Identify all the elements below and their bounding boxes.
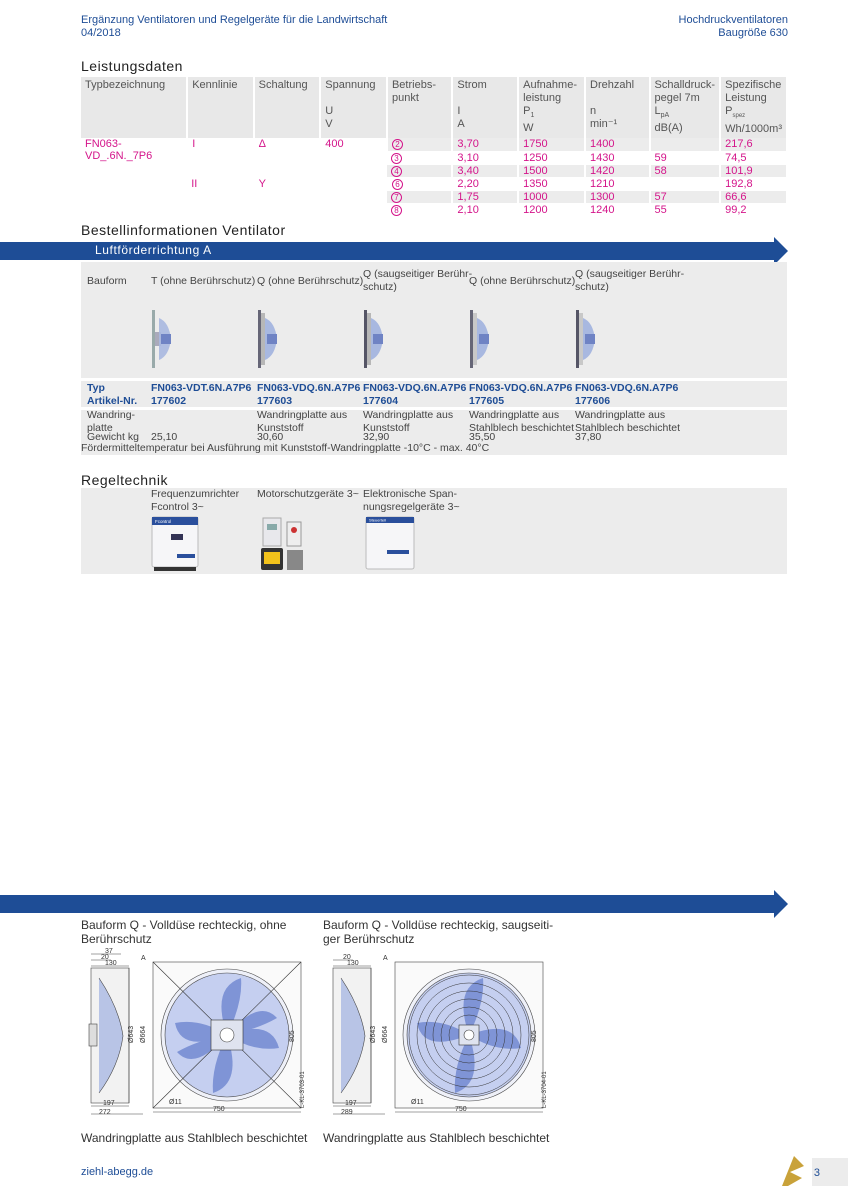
col-strom: Strom I A [452, 77, 518, 138]
type-cell: FN063-VD_.6N._7P6 [81, 138, 187, 216]
col-aufnahmeleistung: Aufnahme- leistung $P_1$ W [518, 77, 585, 138]
product-4: FN063-VDQ.6N.A7P6 177605 [469, 382, 573, 407]
section-title-regeltechnik: Regeltechnik [81, 472, 168, 488]
point-marker: 3 [391, 153, 402, 164]
svg-text:20: 20 [101, 954, 109, 961]
performance-table-header [81, 77, 786, 138]
header-subtitle: Ergänzung Ventilatoren und Regelgeräte für die Landwirtschaft [81, 14, 388, 26]
svg-text:750: 750 [213, 1106, 225, 1113]
performance-table [81, 77, 786, 217]
bauform-col-5: Q (saugseitiger Berühr- schutz) [575, 268, 685, 293]
bauform-col-1: T (ohne Berührschutz) [151, 275, 256, 287]
point-marker: 6 [392, 179, 403, 190]
svg-text:289: 289 [341, 1109, 353, 1116]
page-number: 3 [813, 1167, 820, 1179]
product-3: FN063-VDQ.6N.A7P6 177604 [363, 382, 467, 407]
col-kennlinie: Kennlinie [187, 77, 253, 138]
fan-side-view-icon [149, 310, 177, 368]
svg-text:805: 805 [531, 1030, 538, 1042]
gewicht-5: 37,80 [575, 431, 602, 443]
svg-text:Ø11: Ø11 [169, 1099, 182, 1106]
product-1: FN063-VDT.6N.A7P6 177602 [151, 382, 252, 407]
band-arrow-icon [774, 890, 788, 918]
typ-label: Typ Artikel-Nr. [87, 382, 138, 407]
svg-text:272: 272 [99, 1109, 111, 1116]
svg-text:Fcontrol: Fcontrol [155, 519, 172, 524]
controller-spannungsregler: Elektronische Span- nungsregelgeräte 3~ [363, 488, 460, 513]
brand-logo-icon [778, 1152, 808, 1188]
svg-text:Ø664: Ø664 [382, 1025, 389, 1043]
svg-text:197: 197 [103, 1100, 115, 1107]
gewicht-3: 32,90 [363, 431, 390, 443]
drawing-right-title: Bauform Q - Volldüse rechteckig, saugseiti- ger Berührschutz [323, 918, 554, 946]
schaltung-cell: Δ [254, 138, 321, 177]
svg-text:130: 130 [105, 960, 117, 967]
svg-text:750: 750 [455, 1106, 467, 1113]
drawings-band [0, 895, 775, 913]
wandring-3: Wandringplatte aus Kunststoff [363, 409, 454, 434]
svg-text:37: 37 [105, 948, 113, 955]
band-arrow-icon [774, 237, 788, 265]
svg-text:197: 197 [345, 1100, 357, 1107]
motor-protection-device-icon [259, 514, 309, 572]
drawing-left-title: Bauform Q - Volldüse rechteckig, ohne Berührschutz [81, 918, 287, 946]
col-drehzahl: Drehzahl n min⁻¹ [585, 77, 650, 138]
temperature-note: Fördermitteltemperatur bei Ausführung mit Kunststoff-Wandringplatte -10°C - max. 40°C [81, 442, 490, 454]
col-spezifisch: Spezifische Leistung $P_{spez}$ Wh/1000m³ [720, 77, 786, 138]
product-2: FN063-VDQ.6N.A7P6 177603 [257, 382, 361, 407]
svg-text:Ø664: Ø664 [140, 1025, 147, 1043]
bauform-col-3: Q (saugseitiger Berühr- schutz) [363, 268, 473, 293]
svg-text:Ø643: Ø643 [128, 1025, 135, 1043]
col-typ: Typbezeichnung [81, 77, 187, 138]
gewicht-label: Gewicht kg [87, 431, 139, 443]
voltage-controller-device-icon [365, 516, 415, 572]
col-betriebspunkt: Betriebs- punkt [387, 77, 452, 138]
spannung-cell: 400 [320, 138, 387, 216]
kennlinie-cell: II [187, 177, 253, 216]
header-right [679, 14, 788, 40]
divider [81, 378, 787, 381]
svg-text:Ø11: Ø11 [411, 1099, 424, 1106]
gewicht-4: 35,50 [469, 431, 496, 443]
controls-box [81, 488, 787, 574]
col-schaltung: Schaltung [254, 77, 321, 138]
kennlinie-cell: I [187, 138, 253, 177]
header-left [81, 14, 387, 40]
controller-motorschutz: Motorschutzgeräte 3~ [257, 488, 359, 500]
fcontrol-device-icon [151, 516, 199, 572]
section-title-bestellinformationen: Bestellinformationen Ventilator [81, 222, 286, 238]
table-row: 3 3,10 1250 1430 59 74,5 [81, 151, 786, 164]
header-category: Hochdruckventilatoren [678, 14, 788, 26]
wandring-label: Wandring- platte [87, 409, 136, 434]
header-size: Baugröße 630 [718, 27, 788, 39]
point-marker: 4 [391, 166, 402, 177]
airflow-direction-label: Luftförderrichtung A [95, 243, 212, 257]
table-row: FN063-VD_.6N._7P6 I Δ 400 2 3,70 1750 1400 217,6 [81, 138, 786, 151]
bauform-label: Bauform [87, 275, 127, 287]
col-schalldruck: Schalldruck- pegel 7m $L_{pA}$ dB(A) [650, 77, 721, 138]
wandring-4: Wandringplatte aus Stahlblech beschichtet [469, 409, 575, 434]
technical-drawing-left [81, 948, 306, 1123]
fan-side-view-icon [573, 310, 601, 368]
table-row: 8 2,10 1200 1240 55 99,2 [81, 203, 786, 216]
controller-fcontrol: Frequenzumrichter Fcontrol 3~ [151, 488, 240, 513]
drawing-left-caption: Wandringplatte aus Stahlblech beschichtet [81, 1131, 308, 1145]
fan-side-view-icon [467, 310, 495, 368]
wandring-5: Wandringplatte aus Stahlblech beschichtet [575, 409, 681, 434]
fan-side-view-icon [255, 310, 283, 368]
product-5: FN063-VDQ.6N.A7P6 177606 [575, 382, 679, 407]
table-row: 7 1,75 1000 1300 57 66,6 [81, 190, 786, 203]
footer-url-link[interactable]: ziehl-abegg.de [81, 1166, 154, 1178]
bauform-col-4: Q (ohne Berührschutz) [469, 275, 576, 287]
svg-text:130: 130 [347, 960, 359, 967]
point-marker: 2 [392, 139, 403, 150]
svg-text:Ø643: Ø643 [370, 1025, 377, 1043]
drawing-right-caption: Wandringplatte aus Stahlblech beschichtet [323, 1131, 550, 1145]
svg-text:L-KL-3703-01: L-KL-3703-01 [300, 1071, 306, 1108]
technical-drawing-right [323, 948, 548, 1123]
svg-text:A: A [141, 955, 146, 962]
bauform-col-2: Q (ohne Berührschutz) [257, 275, 364, 287]
table-row: 4 3,40 1500 1420 58 101,9 [81, 164, 786, 177]
svg-text:Steuerteil: Steuerteil [369, 517, 386, 523]
header-date: 04/2018 [81, 27, 121, 39]
section-title-leistungsdaten: Leistungsdaten [81, 58, 183, 74]
point-marker: 8 [391, 205, 402, 216]
schaltung-cell: Y [254, 177, 321, 216]
svg-text:A: A [383, 955, 388, 962]
gewicht-1: 25,10 [151, 431, 178, 443]
gewicht-2: 30,60 [257, 431, 284, 443]
svg-text:L-KL-3704-01: L-KL-3704-01 [542, 1071, 548, 1108]
table-row: II Y 6 2,20 1350 1210 192,8 [81, 177, 786, 190]
svg-text:805: 805 [289, 1030, 296, 1042]
wandring-2: Wandringplatte aus Kunststoff [257, 409, 348, 434]
fan-side-view-icon [361, 310, 389, 368]
point-marker: 7 [391, 192, 402, 203]
col-spannung: Spannung U V [320, 77, 387, 138]
svg-text:20: 20 [343, 954, 351, 961]
ordering-info-box [81, 262, 787, 455]
